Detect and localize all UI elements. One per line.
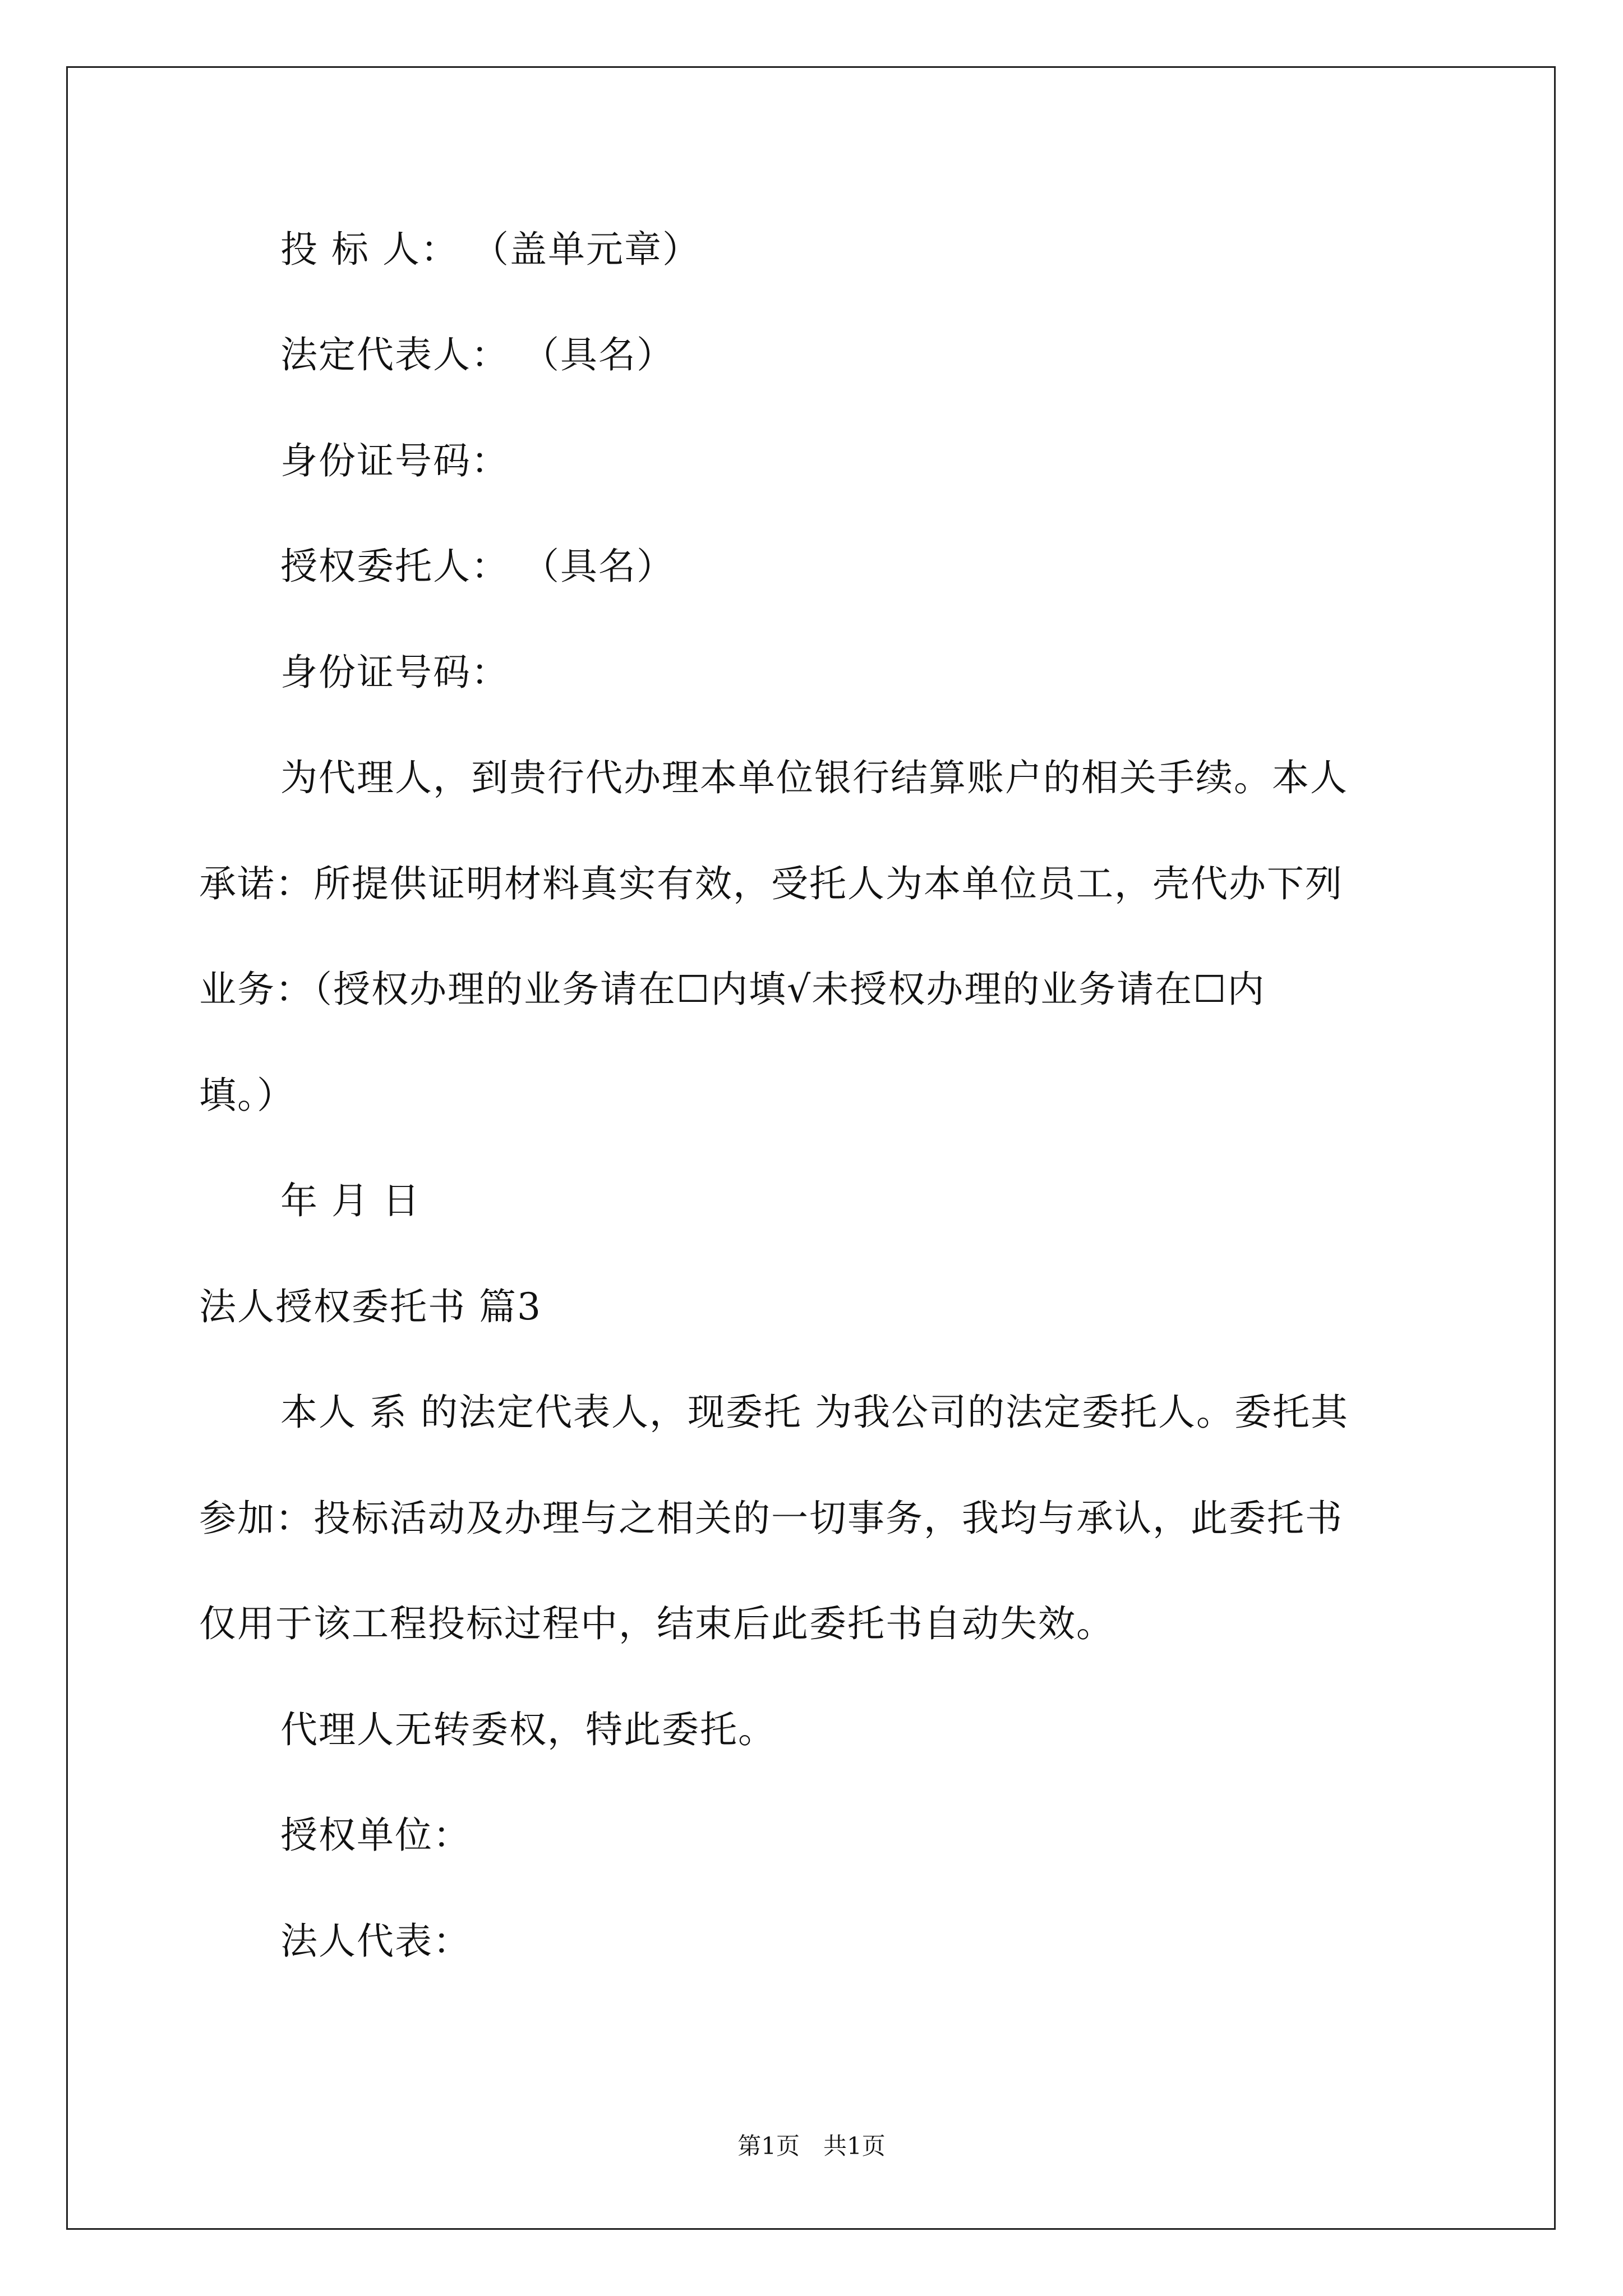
delegation-paragraph-line-3: 仅用于该工程投标过程中，结束后此委托书自动失效。	[199, 1602, 1114, 1645]
no-transfer-line: 代理人无转委权，特此委托。	[280, 1708, 776, 1751]
legal-representative-signature-line: 法人代表：	[280, 1920, 471, 1963]
authorizing-unit-line: 授权单位：	[280, 1814, 471, 1857]
legal-representative-line: 法定代表人： （具名）	[280, 333, 675, 376]
date-line: 年 月 日	[280, 1179, 421, 1222]
delegation-paragraph-line-1: 本人 系 的法定代表人，现委托 为我公司的法定委托人。委托其	[280, 1391, 1349, 1434]
agency-paragraph-line-2: 承诺：所提供证明材料真实有效，受托人为本单位员工，壳代办下列	[199, 862, 1343, 905]
section-heading: 法人授权委托书 篇3	[199, 1285, 542, 1328]
authorized-agent-line: 授权委托人： （具名）	[280, 545, 675, 588]
page-footer: 第1页 共1页	[737, 2132, 886, 2160]
id-number-line-1: 身份证号码：	[280, 439, 509, 482]
page-border	[66, 66, 1556, 2230]
agency-paragraph-line-4: 填。）	[199, 1074, 295, 1117]
agency-paragraph-line-1: 为代理人，到贵行代办理本单位银行结算账户的相关手续。本人	[280, 756, 1348, 799]
agency-paragraph-line-3: 业务：（授权办理的业务请在☐内填√未授权办理的业务请在☐内	[199, 968, 1266, 1011]
bidder-line: 投 标 人： （盖单元章）	[280, 228, 700, 271]
id-number-line-2: 身份证号码：	[280, 651, 509, 694]
delegation-paragraph-line-2: 参加：投标活动及办理与之相关的一切事务，我均与承认，此委托书	[199, 1497, 1343, 1540]
